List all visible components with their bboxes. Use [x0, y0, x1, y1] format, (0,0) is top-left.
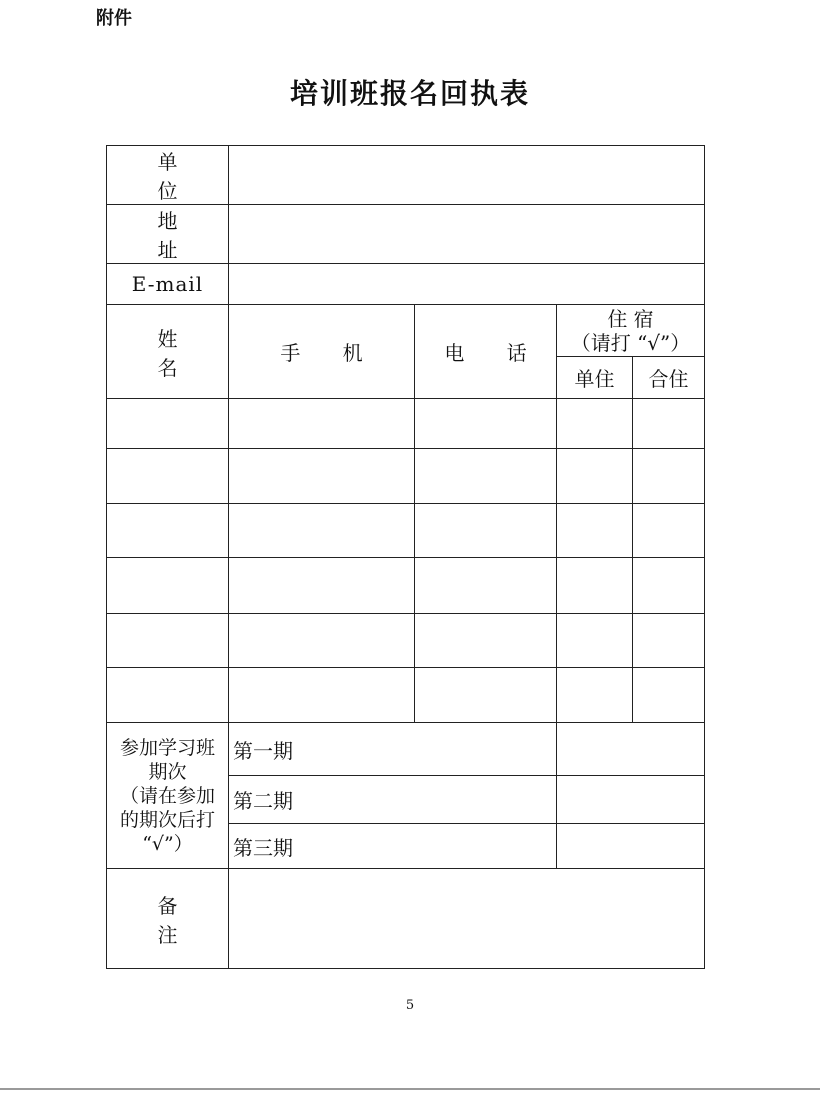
shared-room-cell[interactable]	[633, 449, 705, 504]
session-row	[107, 723, 705, 776]
address-label: 地 址	[107, 205, 229, 264]
session-name: 第三期	[229, 824, 557, 869]
name-cell[interactable]	[107, 399, 229, 449]
column-header-row	[107, 305, 705, 357]
email-field[interactable]	[229, 264, 705, 305]
single-room-header: 单住	[557, 357, 633, 399]
shared-room-cell[interactable]	[633, 668, 705, 723]
session-label-line5: “√”）	[142, 832, 193, 855]
single-room-cell[interactable]	[557, 558, 633, 614]
single-room-cell[interactable]	[557, 668, 633, 723]
mobile-cell[interactable]	[229, 558, 415, 614]
name-column-header: 姓 名	[107, 305, 229, 399]
session-label-line1: 参加学习班	[119, 736, 215, 759]
phone-cell[interactable]	[415, 558, 557, 614]
name-cell[interactable]	[107, 449, 229, 504]
phone-cell[interactable]	[415, 614, 557, 668]
address-field[interactable]	[229, 205, 705, 264]
lodging-header-line1: 住 宿	[607, 306, 654, 331]
phone-cell[interactable]	[415, 668, 557, 723]
session-name: 第一期	[229, 723, 557, 776]
participant-row	[107, 399, 705, 449]
shared-room-cell[interactable]	[633, 504, 705, 558]
page-title: 培训班报名回执表	[289, 77, 530, 110]
attachment-label: 附件	[96, 8, 132, 29]
participant-row	[107, 504, 705, 558]
email-row	[107, 264, 705, 305]
remarks-field[interactable]	[229, 869, 705, 969]
session-label	[107, 723, 229, 869]
registration-form-table	[106, 145, 705, 969]
mobile-cell[interactable]	[229, 668, 415, 723]
name-cell[interactable]	[107, 504, 229, 558]
shared-room-cell[interactable]	[633, 614, 705, 668]
mobile-cell[interactable]	[229, 449, 415, 504]
single-room-cell[interactable]	[557, 399, 633, 449]
phone-cell[interactable]	[415, 504, 557, 558]
remarks-row	[107, 869, 705, 969]
lodging-header-line2: （请打 “√”）	[570, 330, 691, 355]
session-label-line3: （请在参加	[119, 784, 215, 807]
session-label-line4: 的期次后打	[119, 808, 215, 831]
phone-cell[interactable]	[415, 449, 557, 504]
lodging-column-header	[557, 305, 705, 357]
shared-room-header: 合住	[633, 357, 705, 399]
mobile-cell[interactable]	[229, 614, 415, 668]
phone-cell[interactable]	[415, 399, 557, 449]
session-check-cell[interactable]	[557, 723, 705, 776]
participant-row	[107, 614, 705, 668]
address-row	[107, 205, 705, 264]
shared-room-cell[interactable]	[633, 558, 705, 614]
session-check-cell[interactable]	[557, 824, 705, 869]
session-label-line2: 期次	[148, 760, 187, 783]
unit-label: 单 位	[107, 146, 229, 205]
mobile-column-header: 手 机	[229, 305, 415, 399]
unit-row	[107, 146, 705, 205]
single-room-cell[interactable]	[557, 614, 633, 668]
name-cell[interactable]	[107, 668, 229, 723]
session-check-cell[interactable]	[557, 776, 705, 824]
participant-row	[107, 668, 705, 723]
name-cell[interactable]	[107, 614, 229, 668]
single-room-cell[interactable]	[557, 449, 633, 504]
page-number: 5	[405, 998, 415, 1013]
participant-row	[107, 449, 705, 504]
phone-column-header: 电 话	[415, 305, 557, 399]
email-label: E-mail	[107, 264, 229, 305]
mobile-cell[interactable]	[229, 399, 415, 449]
scan-edge-divider	[0, 1088, 820, 1090]
unit-field[interactable]	[229, 146, 705, 205]
mobile-cell[interactable]	[229, 504, 415, 558]
remarks-label: 备 注	[107, 869, 229, 969]
session-name: 第二期	[229, 776, 557, 824]
single-room-cell[interactable]	[557, 504, 633, 558]
participant-row	[107, 558, 705, 614]
shared-room-cell[interactable]	[633, 399, 705, 449]
name-cell[interactable]	[107, 558, 229, 614]
